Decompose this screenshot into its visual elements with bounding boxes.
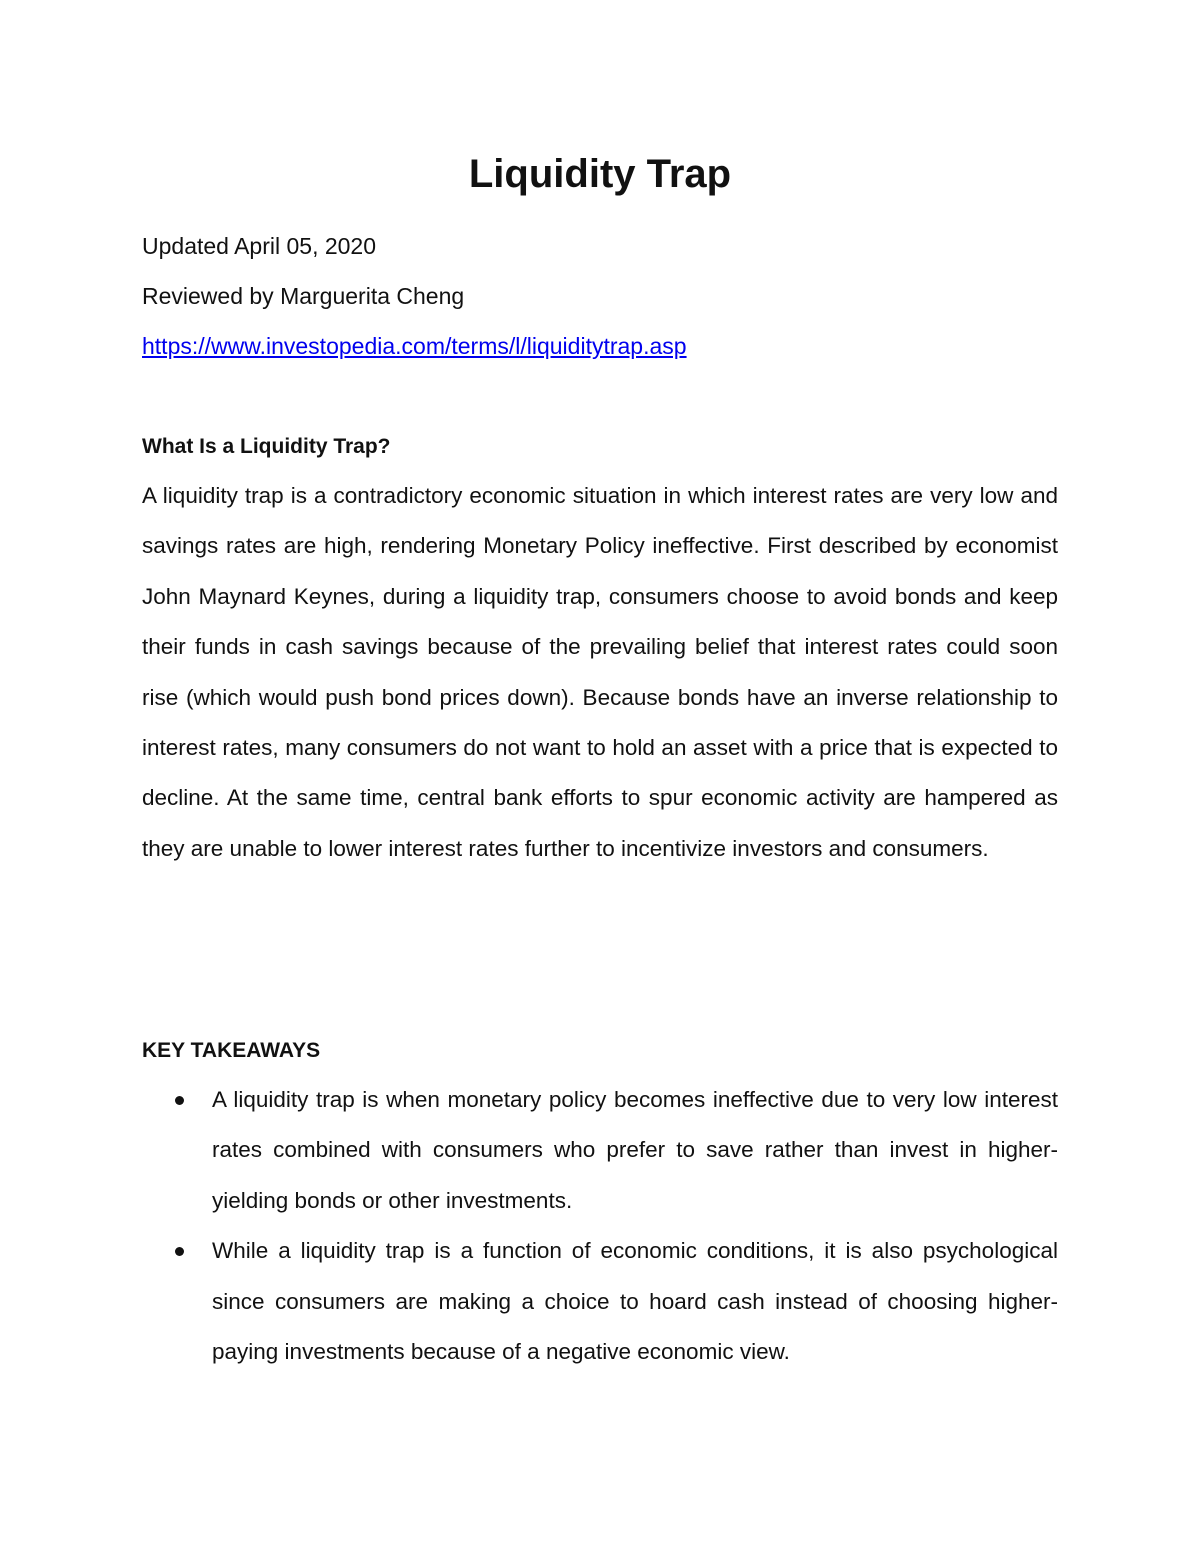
source-link[interactable]: https://www.investopedia.com/terms/l/liquiditytrap.asp [142,333,687,359]
document-title: Liquidity Trap [468,152,732,196]
bullet-icon [175,1247,184,1256]
section-heading-what-is: What Is a Liquidity Trap? [142,435,391,458]
key-takeaways-list [142,1075,1058,1377]
reviewer-line: Reviewed by Marguerita Cheng [142,283,465,309]
list-item [142,1075,1058,1226]
bullet-icon [175,1096,184,1105]
updated-date: Updated April 05, 2020 [142,233,377,259]
key-takeaways-heading: KEY TAKEAWAYS [142,1039,321,1062]
takeaway-text: A liquidity trap is when monetary policy becomes ineffective due to very low interest rates combined with consumers who prefer to save rather than invest in higher-yielding bonds or other investments. [212,1087,1058,1213]
takeaway-text: While a liquidity trap is a function of economic conditions, it is also psychological since consumers are making a choice to hoard cash instead of choosing higher-paying investments because of a negative economic view. [212,1238,1058,1365]
definition-paragraph: A liquidity trap is a contradictory economic situation in which interest rates are very low and savings rates are high, rendering Monetary Policy ineffective. First described by economist John Maynard Keynes, during a liquidity trap, consumers choose to avoid bonds and keep their funds in cash savings because of the prevailing belief that interest rates could soon rise (which would push bond prices down). Because bonds have an inverse relationship to interest rates, many consumers do not want to hold an asset with a price that is expected to decline. At the same time, central bank efforts to spur economic activity are hampered as they are unable to lower interest rates further to incentivize investors and consumers. [142,483,1058,861]
list-item [142,1226,1058,1377]
